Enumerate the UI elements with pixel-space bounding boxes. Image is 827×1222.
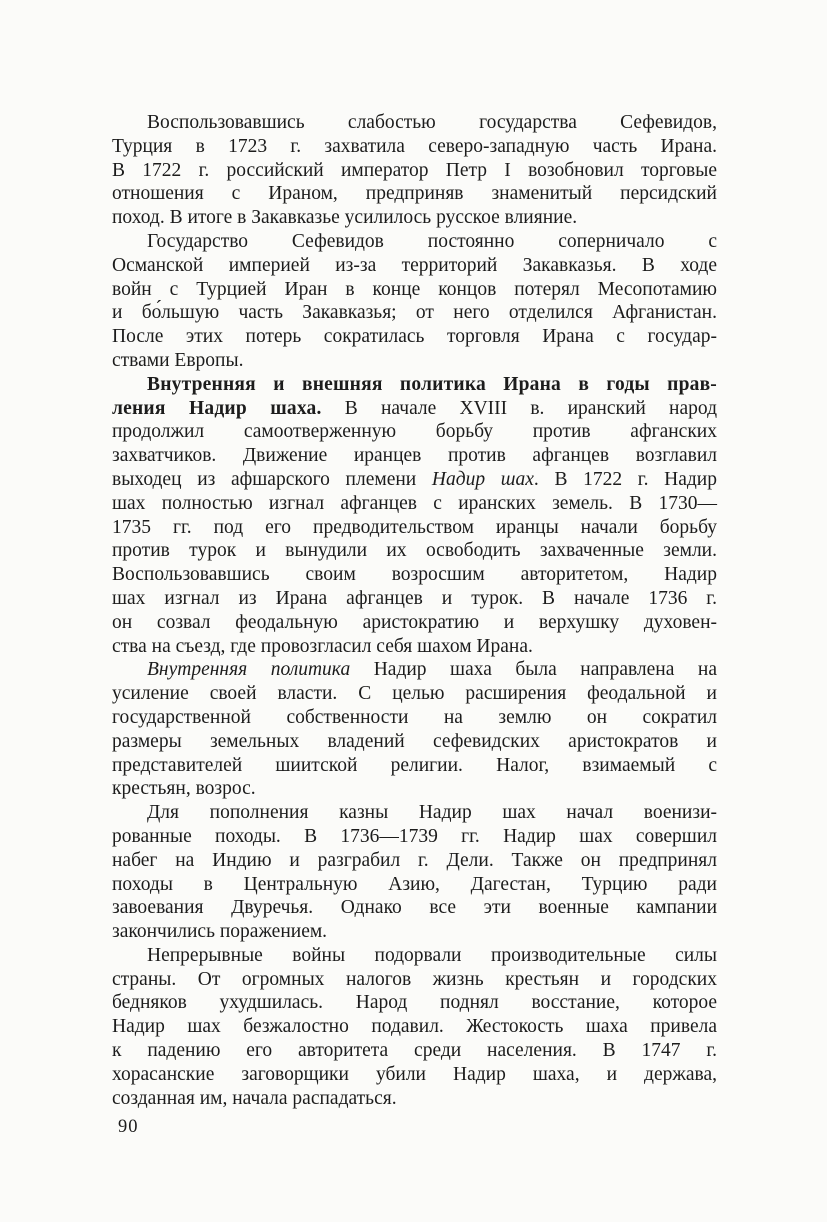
body-text: После этих потерь сократилась торговля Ирана с государ-: [112, 326, 717, 348]
body-text: Непрерывные войны подорвали производительные силы: [147, 944, 717, 966]
body-text: захватчиков. Движение иранцев против афганцев возглавил: [112, 445, 717, 467]
text-line: [112, 873, 717, 897]
text-line: [112, 991, 717, 1015]
body-text: крестьян, возрос.: [112, 778, 256, 800]
body-text: 1735 гг. под его предводительством иранцы начали борьбу: [112, 516, 717, 538]
text-line: [112, 468, 717, 492]
text-line: [112, 825, 717, 849]
body-text: ствами Европы.: [112, 349, 244, 371]
text-line: [112, 658, 717, 682]
body-text: закончились поражением.: [112, 921, 328, 943]
text-line: [112, 611, 717, 635]
body-text: и бо́льшую часть Закавказья; от него отделился Афганистан.: [112, 302, 717, 324]
text-line: [112, 754, 717, 778]
text-line: [112, 682, 717, 706]
body-text: Турция в 1723 г. захватила северо-западную часть Ирана.: [112, 135, 717, 157]
body-text: В 1722 г. российский император Петр I возобновил торговые: [112, 159, 717, 181]
body-text: отношения с Ираном, предприняв знаменитый персидский: [112, 183, 717, 205]
body-text: страны. От огромных налогов жизнь крестьян и городских: [112, 968, 717, 990]
paragraph: [112, 944, 717, 1111]
bold-text: ления Надир шаха.: [112, 397, 322, 419]
body-text: он созвал феодальную аристократию и верхушку духовен-: [112, 611, 717, 633]
body-text: к падению его авторитета среди населения. В 1747 г.: [112, 1040, 717, 1062]
text-line: [112, 278, 717, 302]
body-text: поход. В итоге в Закавказье усилилось русское влияние.: [112, 207, 578, 229]
text-line: [112, 635, 717, 659]
body-text: войн с Турцией Иран в конце концов потерял Месопотамию: [112, 278, 717, 300]
paragraph: [112, 658, 717, 801]
body-text: усиление своей власти. С целью расширения феодальной и: [112, 683, 717, 705]
body-text: хорасанские заговорщики убили Надир шаха, и держава,: [112, 1063, 717, 1085]
text-line: [112, 968, 717, 992]
text-line: [112, 373, 717, 397]
body-text: Для пополнения казны Надир шах начал военизи-: [147, 802, 717, 824]
text-line: [112, 325, 717, 349]
body-text: продолжил самоотверженную борьбу против афганских: [112, 421, 717, 443]
text-line: [112, 1039, 717, 1063]
text-line: [112, 920, 717, 944]
text-line: [112, 206, 717, 230]
body-text: Надир шах безжалостно подавил. Жестокость шаха привела: [112, 1016, 717, 1038]
text-line: [112, 777, 717, 801]
text-line: [112, 563, 717, 587]
italic-text: Надир шах: [431, 468, 534, 490]
body-text: Воспользовавшись слабостью государства Сефевидов,: [147, 112, 717, 133]
text-line: [112, 254, 717, 278]
body-text: . В 1722 г. Надир: [533, 468, 717, 490]
text-line: [112, 420, 717, 444]
text-line: [112, 516, 717, 540]
body-text: походы в Центральную Азию, Дагестан, Турцию ради: [112, 873, 717, 895]
text-line: [112, 301, 717, 325]
text-line: [112, 944, 717, 968]
text-line: [112, 896, 717, 920]
text-line: [112, 1087, 717, 1111]
text-line: [112, 111, 717, 135]
body-text: завоевания Двуречья. Однако все эти военные кампании: [112, 897, 717, 919]
body-text: представителей шиитской религии. Налог, взимаемый с: [112, 754, 717, 776]
body-text: Воспользовавшись своим возросшим авторитетом, Надир: [112, 564, 717, 586]
body-text: шах полностью изгнал афганцев с иранских земель. В 1730—: [112, 492, 717, 514]
text-line: [112, 1063, 717, 1087]
body-text: В начале XVIII в. иранский народ: [321, 397, 717, 419]
text-line: [112, 182, 717, 206]
body-text: созданная им, начала распадаться.: [112, 1087, 397, 1109]
text-line: [112, 349, 717, 373]
body-text: размеры земельных владений сефевидских аристократов и: [112, 730, 717, 752]
italic-text: Внутренняя политика: [147, 659, 351, 681]
text-line: [112, 135, 717, 159]
text-block: [112, 111, 717, 1110]
text-line: [112, 587, 717, 611]
body-text: выходец из афшарского племени: [112, 468, 432, 490]
text-line: [112, 849, 717, 873]
body-text: Османской империей из-за территорий Закавказья. В ходе: [112, 254, 717, 276]
paragraph: [112, 373, 717, 659]
paragraph: [112, 801, 717, 944]
text-line: [112, 1015, 717, 1039]
body-text: Надир шаха была направлена на: [350, 659, 717, 681]
body-text: Государство Сефевидов постоянно соперничало с: [147, 230, 717, 252]
text-line: [112, 492, 717, 516]
body-text: бедняков ухудшилась. Народ поднял восстание, которое: [112, 992, 717, 1014]
text-line: [112, 230, 717, 254]
body-text: шах изгнал из Ирана афганцев и турок. В начале 1736 г.: [112, 587, 717, 609]
body-text: ства на съезд, где провозгласил себя шахом Ирана.: [112, 635, 533, 657]
text-line: [112, 539, 717, 563]
text-line: [112, 397, 717, 421]
text-line: [112, 730, 717, 754]
body-text: против турок и вынудили их освободить захваченные земли.: [112, 540, 717, 562]
bold-text: Внутренняя и внешняя политика Ирана в годы прав-: [147, 373, 717, 395]
text-line: [112, 706, 717, 730]
text-line: [112, 801, 717, 825]
body-text: рованные походы. В 1736—1739 гг. Надир шах совершил: [112, 825, 717, 847]
paragraph: [112, 230, 717, 373]
text-line: [112, 159, 717, 183]
page-number: 90: [118, 1117, 139, 1137]
body-text: государственной собственности на землю он сократил: [112, 706, 717, 728]
body-text: набег на Индию и разграбил г. Дели. Также он предпринял: [112, 849, 717, 871]
text-line: [112, 444, 717, 468]
paragraph: [112, 111, 717, 230]
